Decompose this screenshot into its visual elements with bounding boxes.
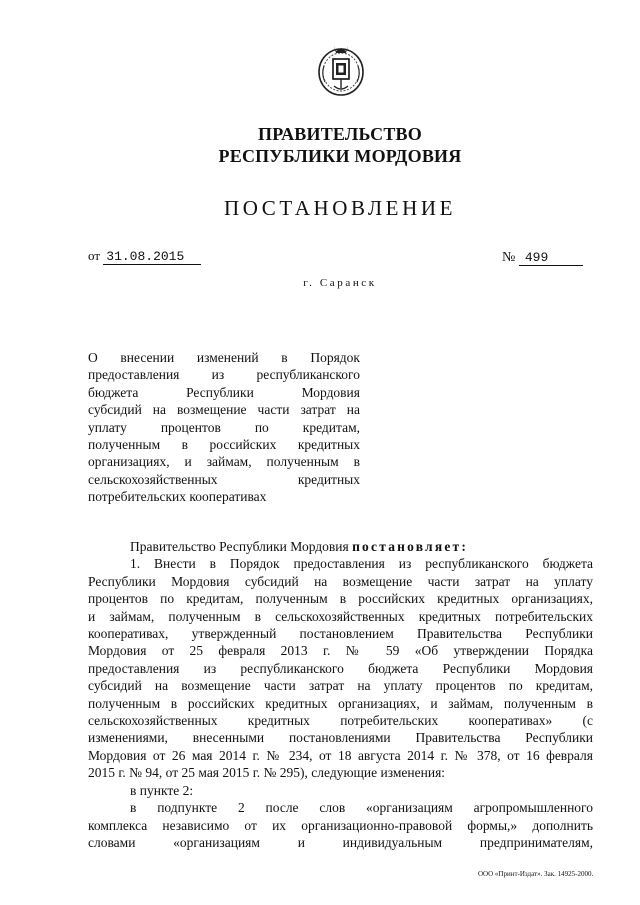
body-line: субсидий на возмещение части затрат на уплату процентов по кредитам,	[88, 678, 593, 694]
subject-line: О внесении изменений в Порядок	[88, 350, 360, 365]
body-line: 1. Внести в Порядок предоставления из республиканского бюджета	[130, 556, 593, 572]
date-line	[88, 248, 201, 265]
body-line: кооперативах, утвержденный постановлением Правительства Республики	[88, 626, 593, 642]
body-line: комплекса независимо от их организационно-правовой формы,» дополнить	[88, 817, 593, 833]
intro-line	[88, 538, 593, 555]
body-line: Мордовия от 26 мая 2014 г. № 234, от 18 августа 2014 г. № 378, от 16 февраля	[88, 747, 593, 763]
subject-line: организациях, и займам, полученным в	[88, 454, 360, 470]
body-line: Республики Мордовия субсидий на возмещение части затрат на уплату	[88, 573, 593, 589]
number-prefix: №	[502, 250, 516, 265]
intro-text: Правительство Республики Мордовия	[130, 539, 349, 554]
date-prefix: от	[88, 248, 101, 263]
subject-line: бюджета Республики Мордовия	[88, 384, 360, 400]
body-line: полученным в российских кредитных организациях, и займам, полученным в	[88, 695, 593, 711]
body-line: изменениями, внесенными постановлениями Правительства Республики	[88, 730, 593, 746]
body-line: Мордовия от 25 февраля 2013 г. № 59 «Об утверждении Порядка	[88, 643, 593, 659]
document-type: ПОСТАНОВЛЕНИЕ	[223, 196, 457, 220]
government-title-line1: ПРАВИТЕЛЬСТВО	[258, 124, 422, 144]
subject-line: субсидий на возмещение части затрат на	[88, 402, 360, 418]
document-date: 31.08.2015	[103, 249, 201, 265]
document-number: 499	[519, 250, 583, 266]
coat-of-arms-icon	[316, 42, 366, 98]
print-mark: ООО «Принт-Издат». Зак. 14925-2000.	[478, 870, 594, 878]
subject-line: полученным в российских кредитных	[88, 437, 360, 453]
body-line: в пункте 2:	[130, 782, 194, 798]
subject-line: предоставления из республиканского	[88, 367, 360, 383]
subject-line: потребительских кооперативах	[88, 489, 267, 505]
body-line: словами «организациям и индивидуальным предпринимателям,	[88, 834, 593, 850]
intro-verb: постановляет:	[352, 539, 469, 554]
body-line: процентов по кредитам, полученным в российских кредитных организациях,	[88, 591, 593, 607]
government-title-line2: РЕСПУБЛИКИ МОРДОВИЯ	[218, 146, 462, 166]
subject-line: уплату процентов по кредитам,	[88, 419, 360, 435]
body-line: 2015 г. № 94, от 25 мая 2015 г. № 295), следующие изменения:	[88, 765, 446, 781]
body-line: в подпункте 2 после слов «организациям агропромышленного	[130, 800, 593, 816]
document-subject	[88, 349, 360, 506]
number-line	[502, 250, 583, 266]
document-body	[88, 538, 593, 851]
subject-line: сельскохозяйственных кредитных	[88, 471, 360, 487]
body-line: сельскохозяйственных кредитных потребительских кооперативах» (с	[88, 713, 593, 729]
body-line: предоставления из республиканского бюджета Республики Мордовия	[88, 660, 593, 676]
city: г. Саранск	[303, 277, 377, 289]
body-line: и займам, полученным в сельскохозяйственных кредитных потребительских	[88, 608, 593, 624]
